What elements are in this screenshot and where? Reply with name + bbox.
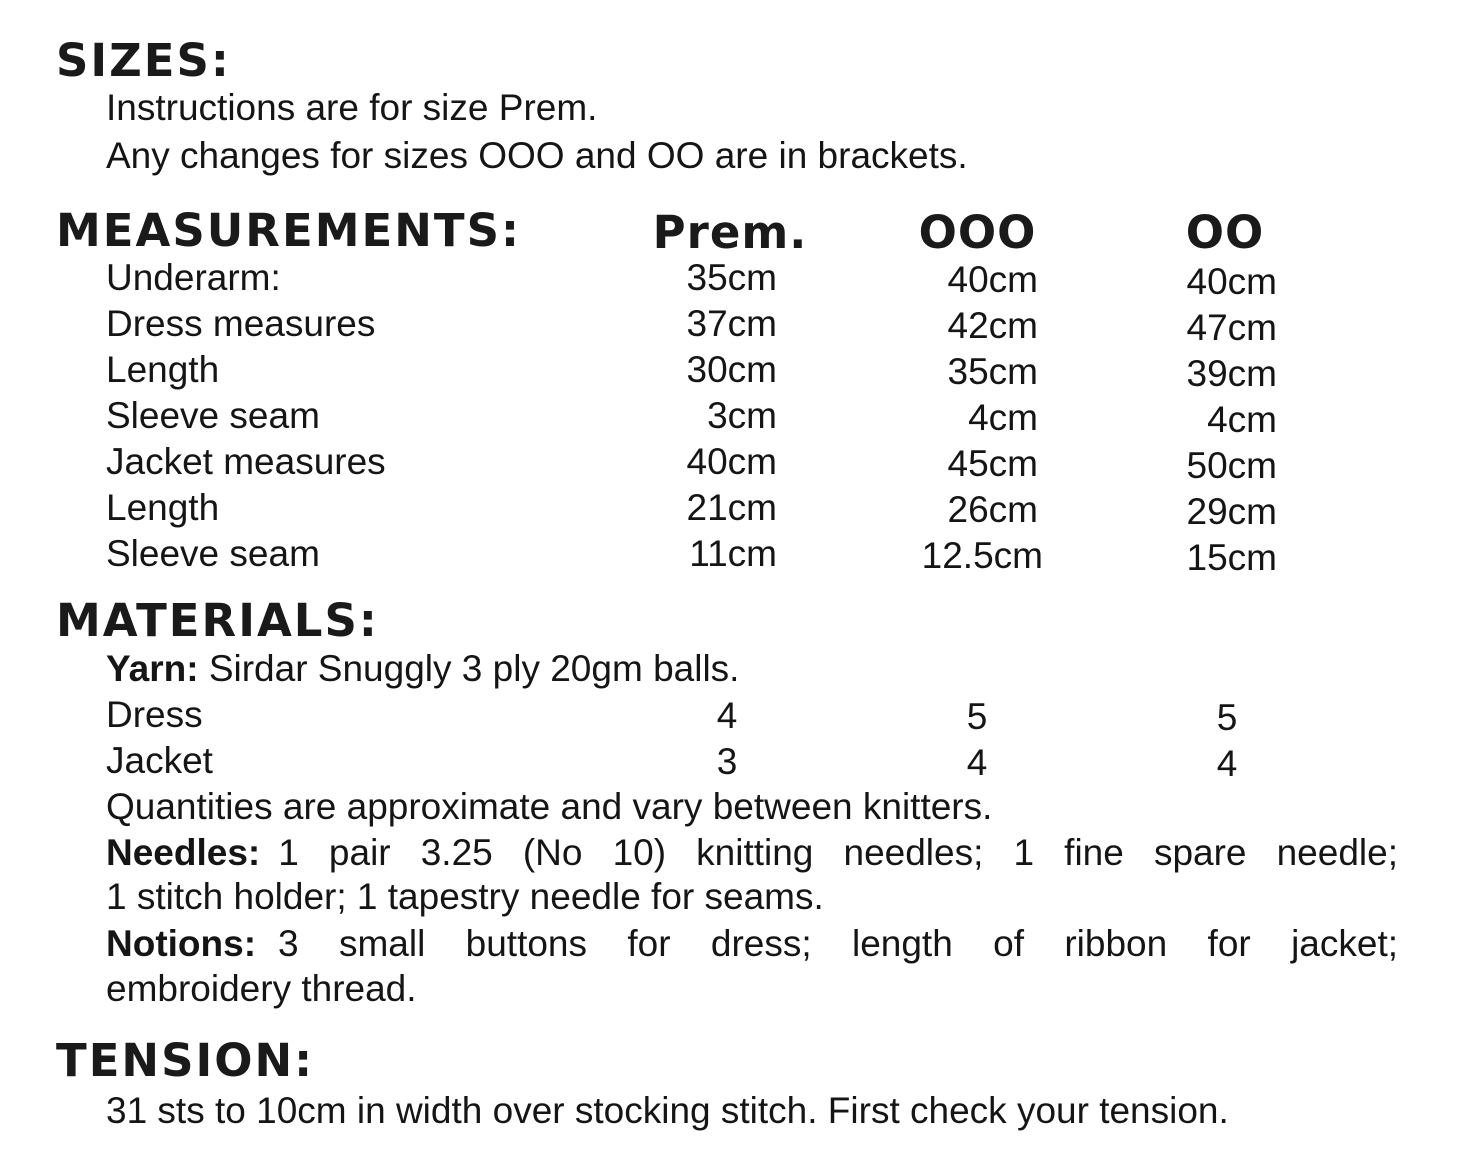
prem-value: 35cm — [686, 257, 777, 298]
ooo-value: 4 — [966, 742, 988, 783]
ooo-value: 40cm — [947, 259, 1038, 300]
oo-value: 4cm — [1207, 399, 1277, 440]
oo-value: 4 — [1216, 743, 1238, 784]
notions-text-1: 3 small buttons for dress; length of ribbon for jacket; — [278, 923, 1398, 964]
row-label: Sleeve seam — [106, 395, 320, 436]
row-label: Jacket measures — [106, 441, 386, 482]
ooo-value: 42cm — [947, 305, 1038, 346]
prem-value: 40cm — [686, 441, 777, 482]
prem-value: 4 — [716, 695, 738, 736]
ooo-value: 45cm — [947, 443, 1038, 484]
oo-value: 15cm — [1186, 537, 1277, 578]
needles-text-1: 1 pair 3.25 (No 10) knitting needles; 1 fine spare needle; — [278, 832, 1398, 873]
column-header-ooo: OOO — [918, 206, 1037, 259]
sizes-line-1: Instructions are for size Prem. — [106, 87, 598, 128]
materials-heading: MATERIALS: — [56, 594, 379, 647]
notions-label: Notions: — [106, 923, 257, 964]
prem-value: 3cm — [707, 395, 777, 436]
row-label: Underarm: — [106, 257, 281, 298]
oo-value: 50cm — [1186, 445, 1277, 486]
prem-value: 37cm — [686, 303, 777, 344]
notions-line-2: embroidery thread. — [106, 968, 417, 1009]
oo-value: 5 — [1216, 697, 1238, 738]
prem-value: 3 — [716, 741, 738, 782]
row-label: Sleeve seam — [106, 533, 320, 574]
notions-line-1 — [106, 925, 1398, 962]
row-label: Dress measures — [106, 303, 376, 344]
measurements-heading: MEASUREMENTS: — [56, 204, 521, 257]
tension-text: 31 sts to 10cm in width over stocking stitch. First check your tension. — [106, 1090, 1229, 1131]
oo-value: 29cm — [1186, 491, 1277, 532]
column-header-oo: OO — [1185, 206, 1265, 259]
yarn-text: Sirdar Snuggly 3 ply 20gm balls. — [208, 648, 740, 689]
quantities-note: Quantities are approximate and vary between knitters. — [106, 786, 993, 827]
needles-line-1 — [106, 834, 1398, 871]
sizes-line-2: Any changes for sizes OOO and OO are in brackets. — [106, 135, 968, 176]
yarn-label: Yarn: — [106, 648, 199, 689]
sizes-heading: SIZES: — [56, 34, 231, 87]
ooo-value: 26cm — [947, 489, 1038, 530]
needles-label: Needles: — [106, 832, 261, 873]
yarn-line — [106, 650, 739, 687]
tension-heading: TENSION: — [56, 1034, 315, 1087]
needles-line-2: 1 stitch holder; 1 tapestry needle for seams. — [106, 876, 824, 917]
row-label: Length — [106, 349, 220, 390]
oo-value: 47cm — [1186, 307, 1277, 348]
row-label: Dress — [106, 694, 203, 735]
column-header-prem: Prem. — [652, 206, 808, 259]
prem-value: 30cm — [686, 349, 777, 390]
ooo-value: 4cm — [968, 397, 1038, 438]
ooo-value: 5 — [966, 696, 988, 737]
oo-value: 39cm — [1186, 353, 1277, 394]
row-label: Length — [106, 487, 220, 528]
ooo-value: 12.5cm — [921, 535, 1043, 576]
prem-value: 21cm — [686, 487, 777, 528]
oo-value: 40cm — [1186, 261, 1277, 302]
ooo-value: 35cm — [947, 351, 1038, 392]
row-label: Jacket — [106, 740, 213, 781]
prem-value: 11cm — [689, 533, 777, 574]
